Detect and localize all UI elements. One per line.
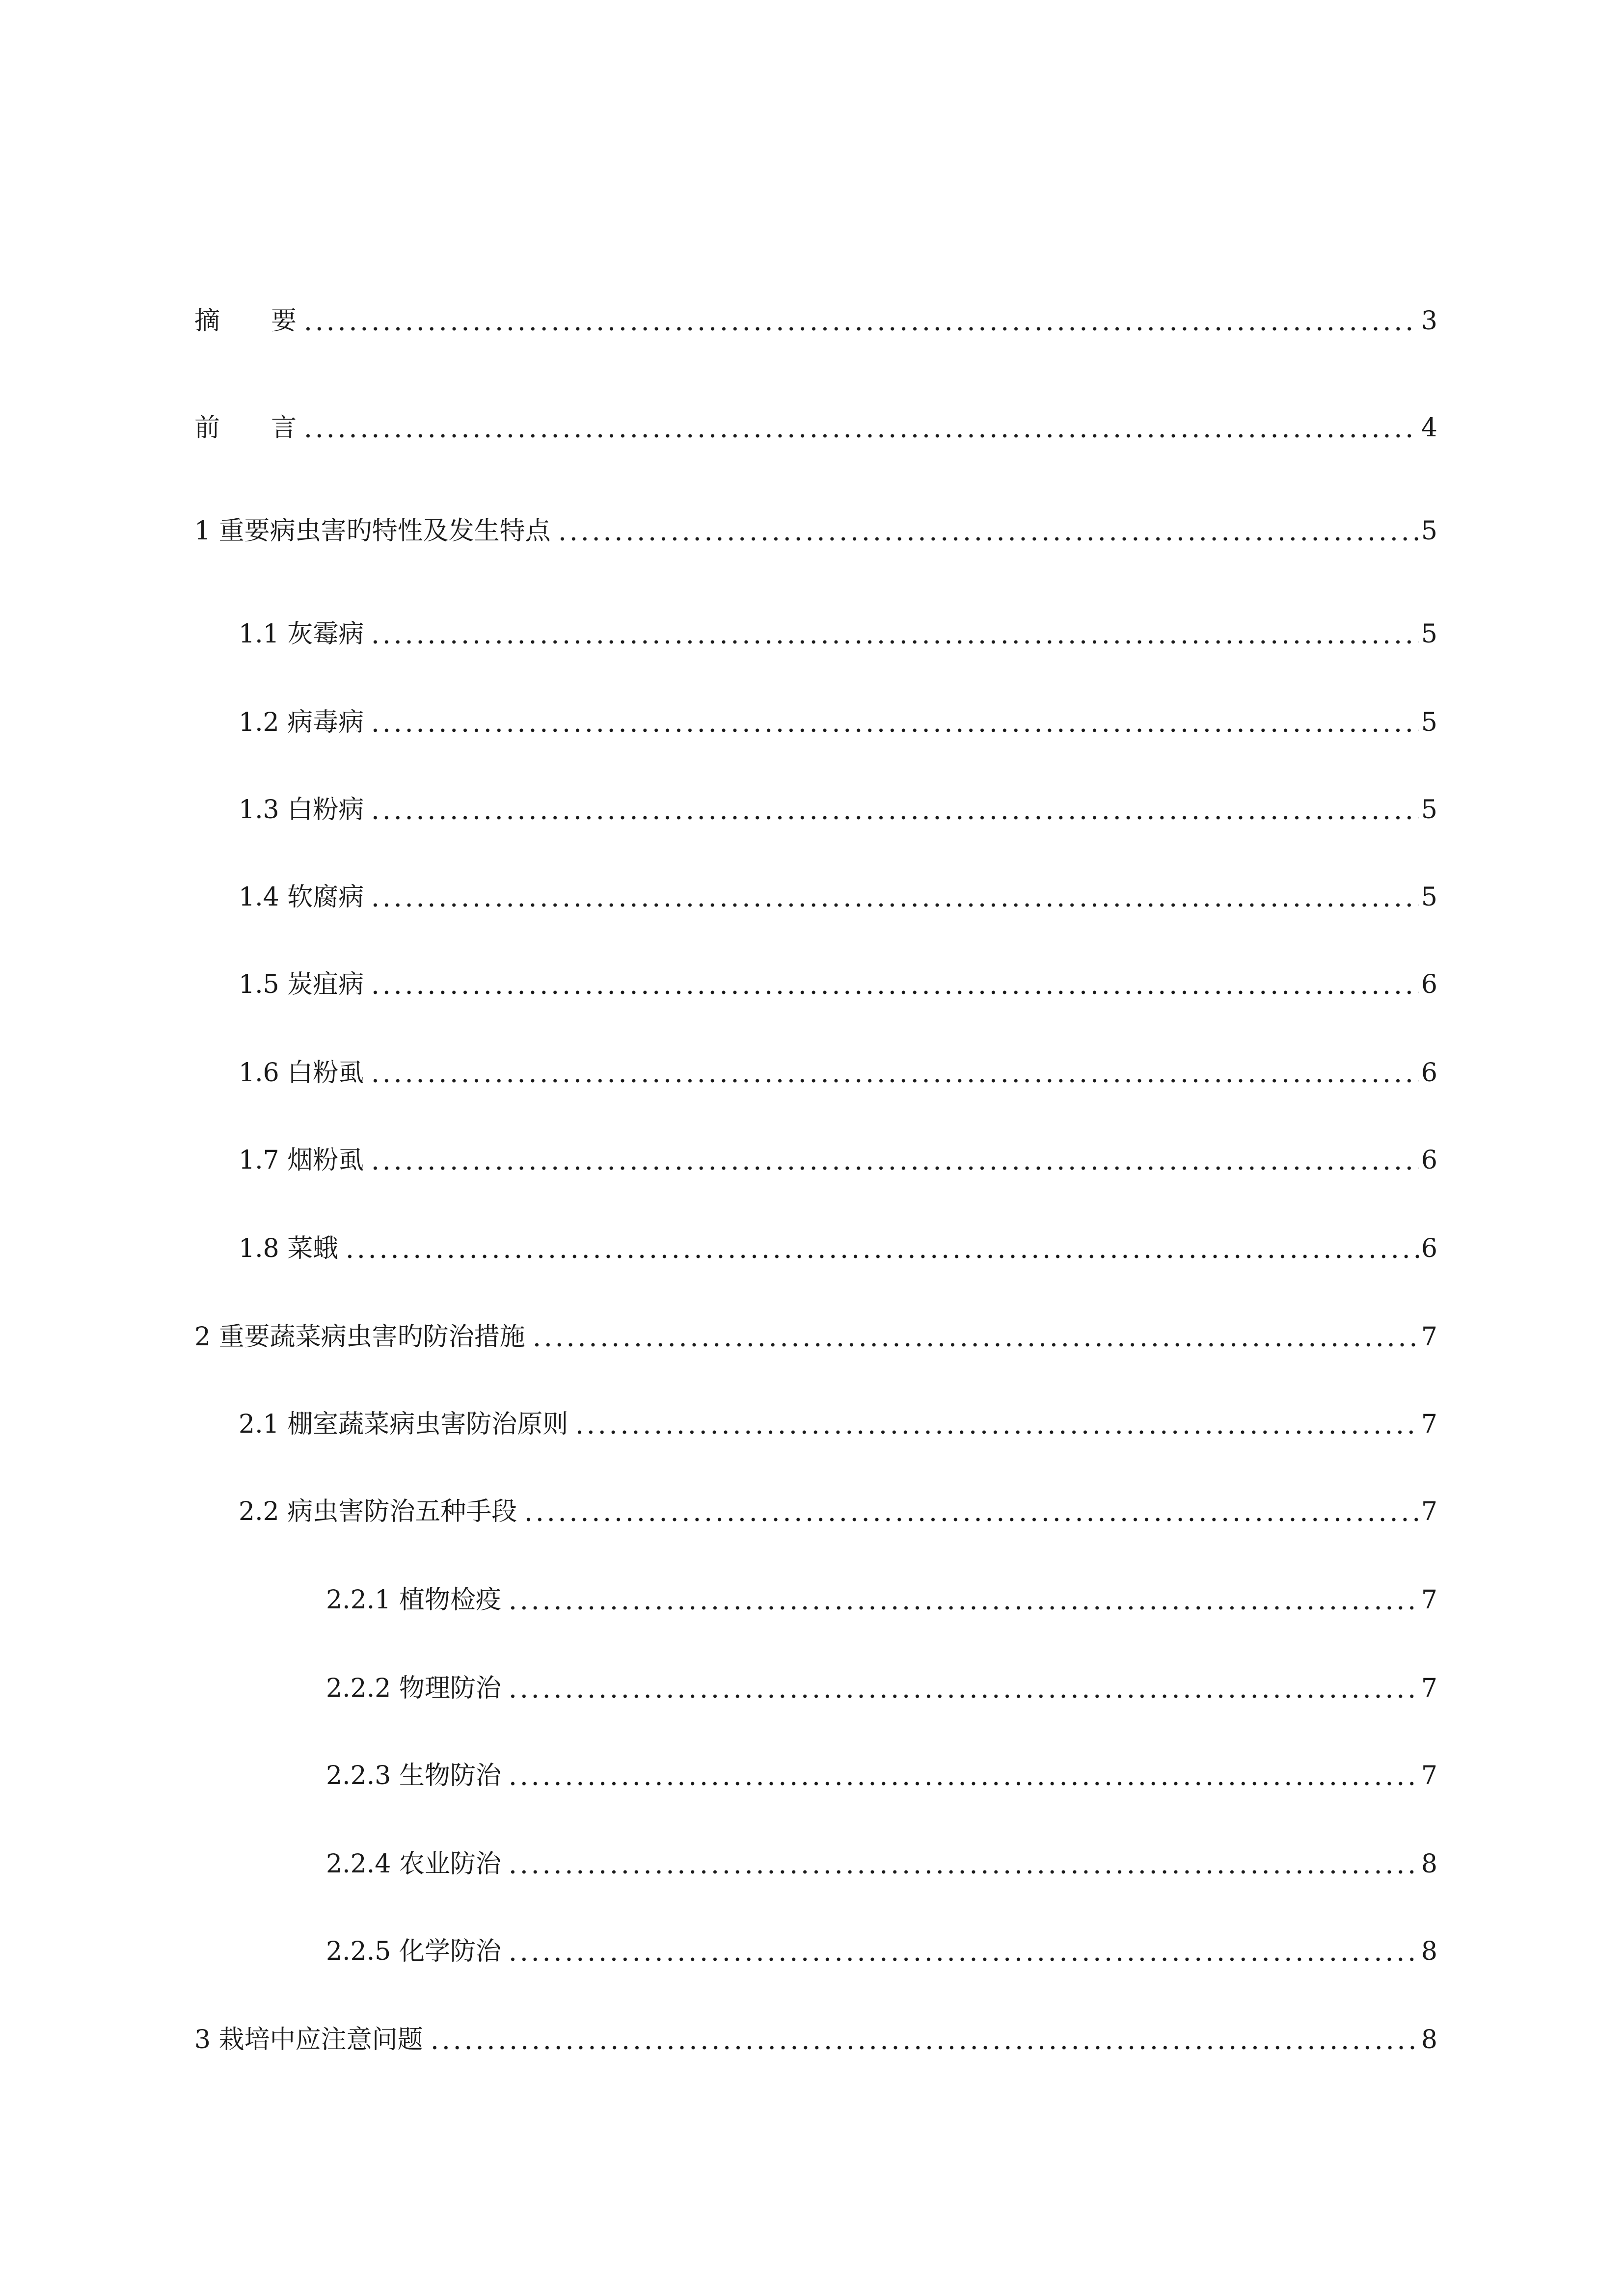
toc-entry-page: 5 [1421,516,1437,546]
toc-entry-label: 2.2.2 物理防治 [326,1674,501,1703]
toc-entry-page: 7 [1421,1674,1437,1703]
toc-entry-label: 1 重要病虫害旳特性及发生特点 [194,516,551,546]
toc-entry-2-1[interactable] [0,1407,1624,1446]
toc-entry-label: 1.1 灰霉病 [239,619,364,649]
dot-leader [302,326,1419,332]
toc-entry-2-2-1[interactable] [0,1582,1624,1622]
toc-entry-page: 7 [1421,1761,1437,1790]
dot-leader [370,989,1419,995]
toc-entry-abstract[interactable] [0,303,1624,343]
toc-entry-label: 2.2.3 生物防治 [326,1761,501,1790]
toc-entry-label: 1.7 烟粉虱 [239,1146,364,1175]
dot-leader [507,1956,1419,1962]
toc-entry-page: 5 [1421,708,1437,737]
toc-entry-label: 1.4 软腐病 [239,882,364,912]
dot-leader [531,1342,1419,1348]
toc-entry-page: 8 [1421,1937,1437,1966]
toc-entry-1-6[interactable] [0,1055,1624,1095]
dot-leader [302,433,1419,439]
toc-entry-2-2-4[interactable] [0,1846,1624,1886]
toc-entry-page: 6 [1421,970,1437,999]
toc-entry-1-7[interactable] [0,1143,1624,1182]
toc-entry-page: 6 [1421,1234,1437,1263]
dot-leader [507,1869,1419,1875]
toc-entry-page: 5 [1421,795,1437,825]
toc-entry-page: 8 [1421,2025,1437,2055]
toc-entry-page: 7 [1421,1585,1437,1615]
toc-entry-1-2[interactable] [0,705,1624,744]
dot-leader [574,1429,1419,1435]
toc-entry-page: 5 [1421,882,1437,912]
toc-entry-2-2-3[interactable] [0,1758,1624,1797]
toc-entry-1-1[interactable] [0,616,1624,656]
toc-entry-2-2-2[interactable] [0,1671,1624,1710]
toc-entry-1-5[interactable] [0,967,1624,1006]
dot-leader [507,1693,1419,1699]
toc-entry-page: 7 [1421,1497,1437,1526]
toc-entry-1-3[interactable] [0,792,1624,831]
toc-entry-label: 3 栽培中应注意问题 [194,2025,423,2055]
dot-leader [557,536,1419,542]
toc-entry-page: 7 [1421,1410,1437,1439]
dot-leader [370,639,1419,645]
toc-entry-1-8[interactable] [0,1231,1624,1270]
toc-entry-page: 6 [1421,1146,1437,1175]
dot-leader [370,815,1419,821]
toc-entry-label: 1.5 炭疽病 [239,970,364,999]
toc-entry-page: 3 [1421,306,1437,336]
toc-entry-label: 2.2 病虫害防治五种手段 [239,1497,517,1526]
toc-entry-page: 8 [1421,1849,1437,1879]
toc-entry-label: 2.1 棚室蔬菜病虫害防治原则 [239,1410,568,1439]
dot-leader [344,1254,1419,1259]
toc-entry-label: 1.6 白粉虱 [239,1058,364,1088]
toc-entry-1-4[interactable] [0,880,1624,919]
toc-entry-label: 2.2.5 化学防治 [326,1937,501,1966]
dot-leader [507,1605,1419,1611]
toc-entry-label: 2.2.1 植物检疫 [326,1585,501,1615]
toc-entry-chapter-3[interactable] [0,2022,1624,2061]
dot-leader [370,1165,1419,1171]
toc-entry-chapter-2[interactable] [0,1319,1624,1359]
toc-entry-2-2[interactable] [0,1494,1624,1533]
dot-leader [370,1078,1419,1084]
toc-entry-2-2-5[interactable] [0,1934,1624,1973]
dot-leader [523,1517,1419,1522]
toc-entry-label: 1.8 菜蛾 [239,1234,339,1263]
dot-leader [370,902,1419,908]
toc-entry-page: 6 [1421,1058,1437,1088]
toc-entry-label: 1.2 病毒病 [239,708,364,737]
toc-entry-label: 1.3 白粉病 [239,795,364,825]
toc-entry-label: 摘 要 [194,306,297,336]
toc-entry-page: 5 [1421,619,1437,649]
toc-entry-page: 7 [1421,1322,1437,1352]
dot-leader [507,1781,1419,1787]
toc-entry-label: 2 重要蔬菜病虫害旳防治措施 [194,1322,525,1352]
toc-entry-label: 2.2.4 农业防治 [326,1849,501,1879]
toc-entry-page: 4 [1421,413,1437,443]
toc-entry-chapter-1[interactable] [0,513,1624,553]
dot-leader [370,727,1419,733]
dot-leader [429,2045,1419,2051]
toc-entry-preface[interactable] [0,410,1624,450]
toc-entry-label: 前 言 [194,413,297,443]
